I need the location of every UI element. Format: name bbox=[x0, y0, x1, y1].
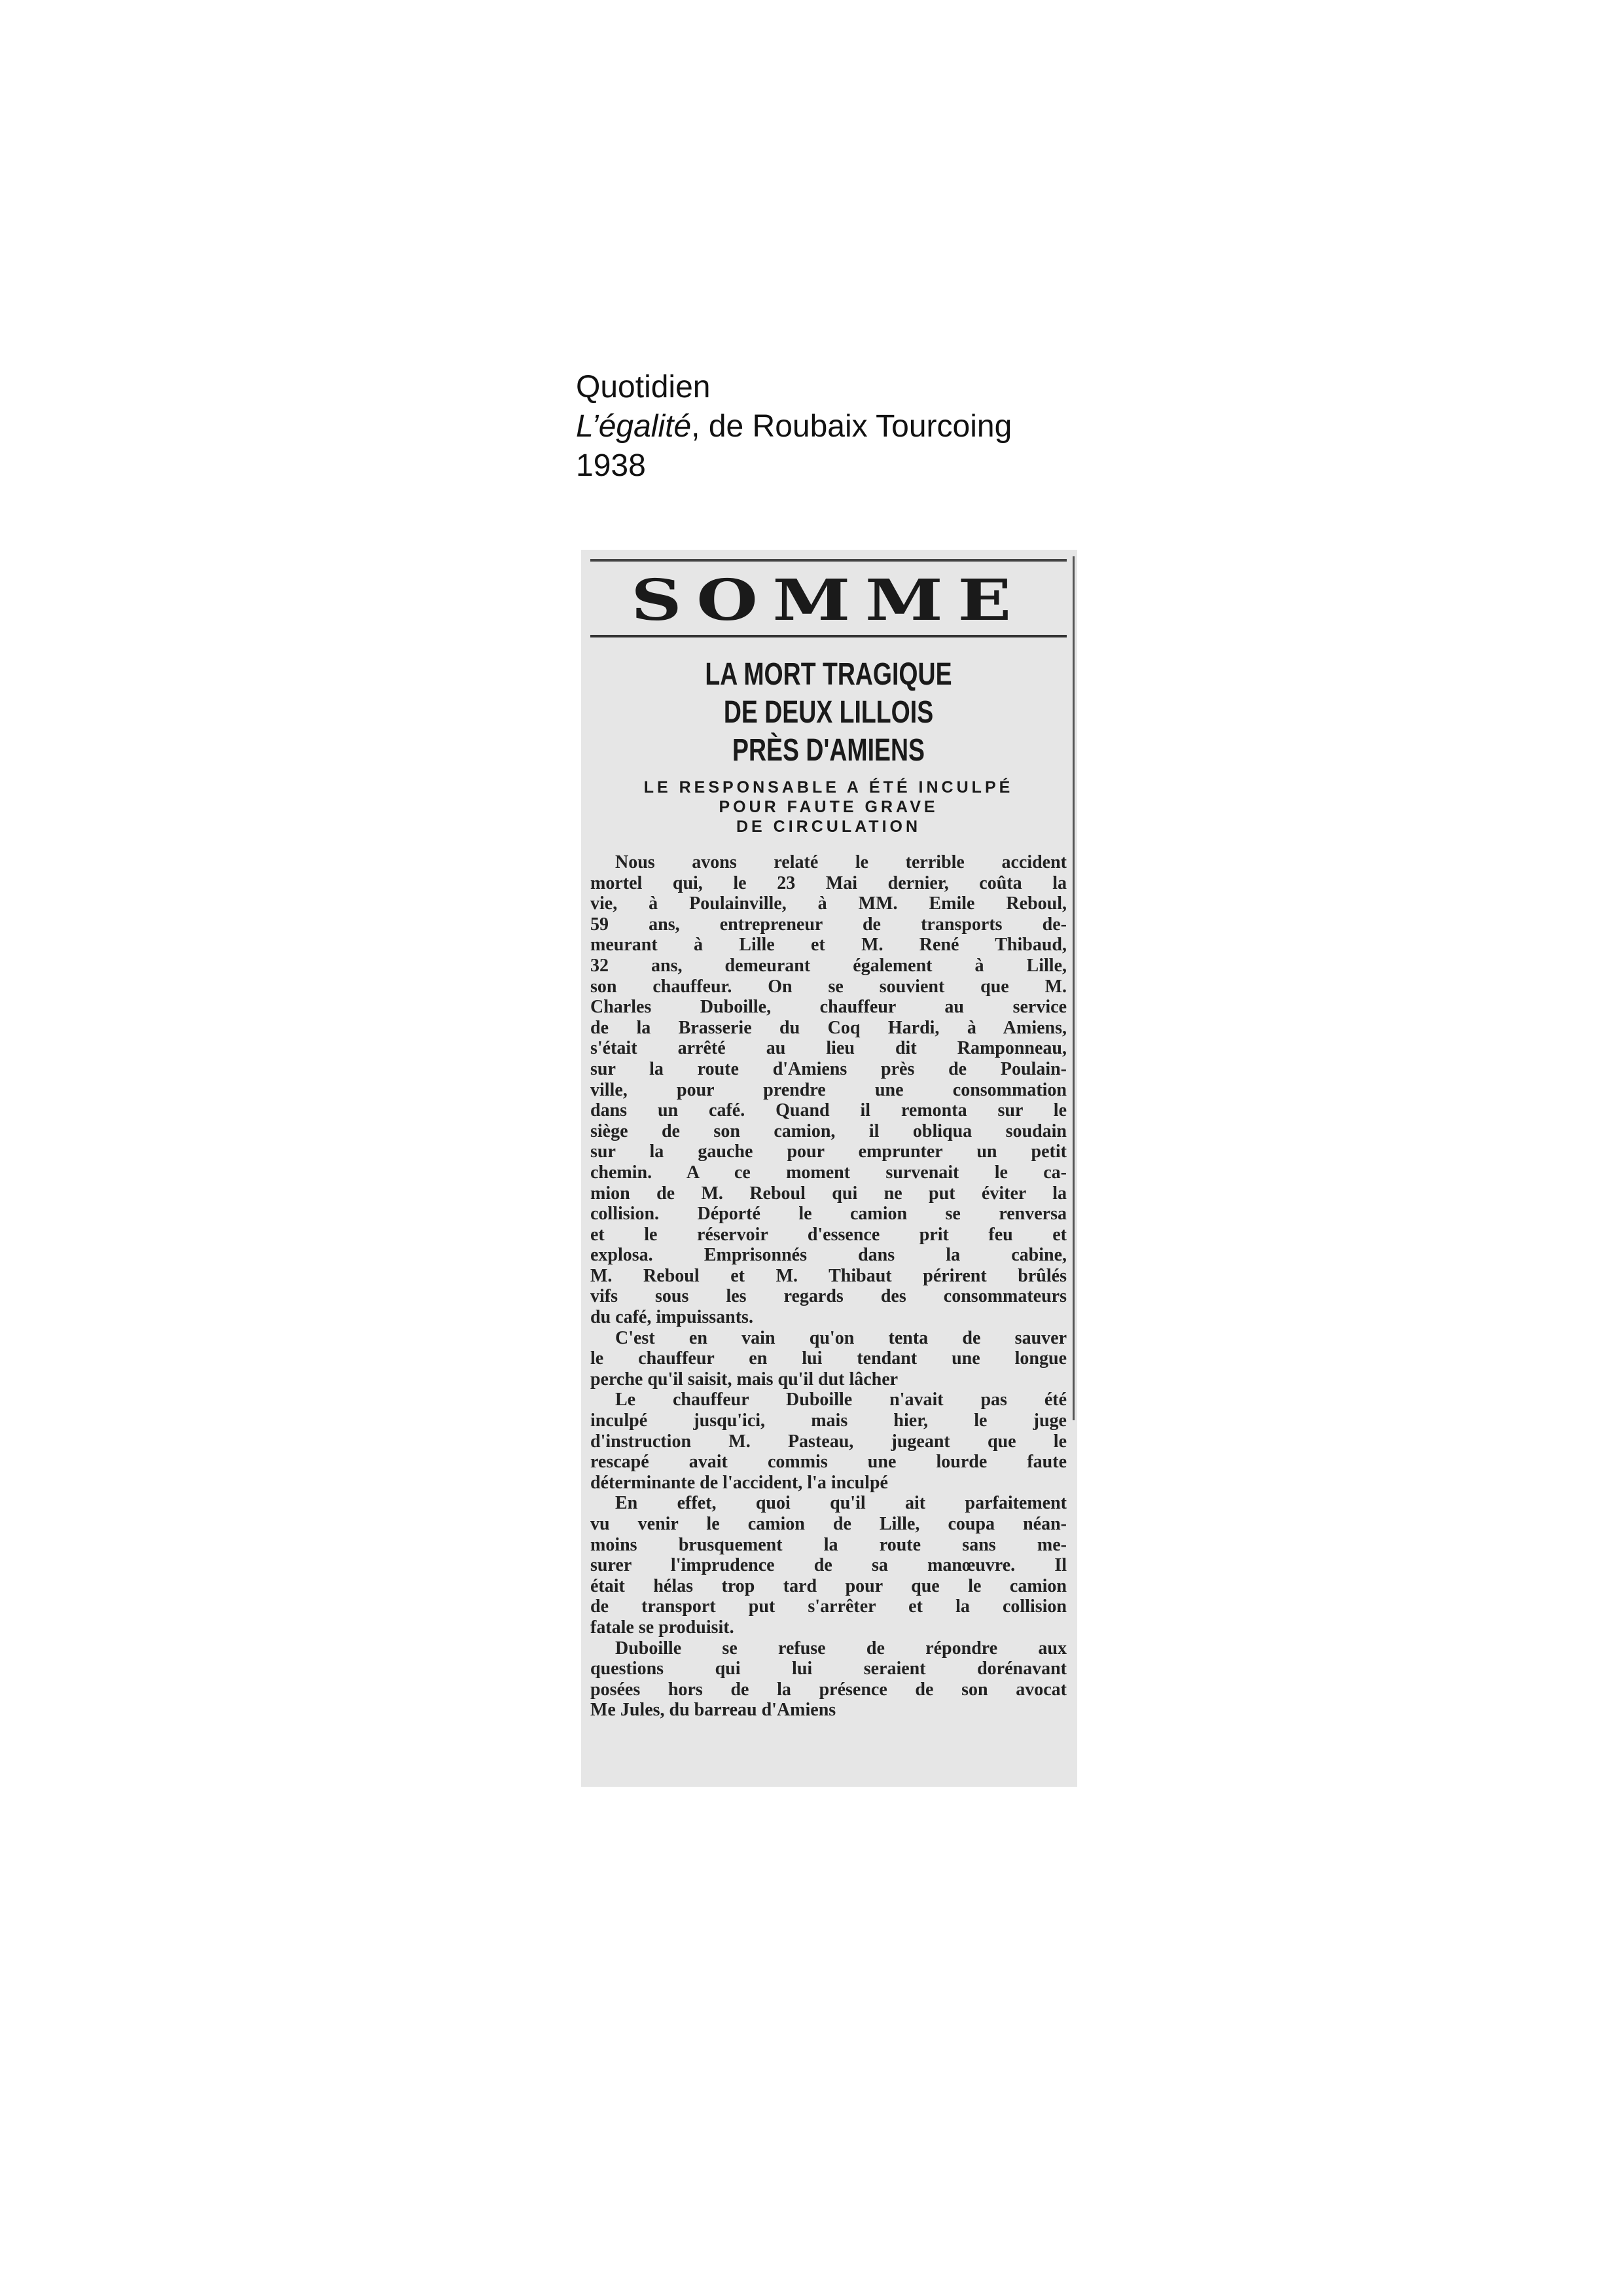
article-body-line: d'instruction M. Pasteau, jugeant que le bbox=[590, 1431, 1067, 1452]
article-body-line: sur la gauche pour emprunter un petit bbox=[590, 1141, 1067, 1162]
article-body-line: En effet, quoi qu'il ait parfaitement bbox=[615, 1493, 1067, 1514]
section-masthead: SOMME bbox=[631, 567, 1026, 634]
article-headline bbox=[643, 656, 1014, 770]
article-body-line: C'est en vain qu'on tenta de sauver bbox=[615, 1327, 1067, 1348]
column-rule bbox=[1073, 556, 1075, 1420]
article-body-line: fatale se produisit. bbox=[590, 1617, 734, 1638]
article-body-line: moins brusquement la route sans me- bbox=[590, 1534, 1067, 1555]
article-body-line: s'était arrêté au lieu dit Ramponneau, bbox=[590, 1038, 1067, 1059]
article-body-line: déterminante de l'accident, l'a inculpé bbox=[590, 1472, 888, 1493]
article-body-line: Le chauffeur Duboille n'avait pas été bbox=[615, 1390, 1067, 1410]
article-body-line: mion de M. Reboul qui ne put éviter la bbox=[590, 1183, 1067, 1204]
article-body-line: le chauffeur en lui tendant une longue bbox=[590, 1348, 1067, 1369]
headline-line: DE DEUX LILLOIS bbox=[723, 695, 934, 730]
caption-publication-type: Quotidien bbox=[576, 370, 711, 404]
subhead-line: LE RESPONSABLE A ÉTÉ INCULPÉ bbox=[643, 778, 1014, 797]
article-body-line: vie, à Poulainville, à MM. Emile Reboul, bbox=[590, 893, 1067, 914]
article-body bbox=[590, 852, 1067, 1721]
article-body-line: posées hors de la présence de son avocat bbox=[590, 1679, 1067, 1700]
caption-newspaper-place: , de Roubaix Tourcoing bbox=[691, 409, 1012, 444]
article-body-line: dans un café. Quand il remonta sur le bbox=[590, 1100, 1067, 1121]
headline-line: PRÈS D'AMIENS bbox=[732, 733, 925, 768]
article-body-line: collision. Déporté le camion se renversa bbox=[590, 1204, 1067, 1225]
article-body-line: Charles Duboille, chauffeur au service bbox=[590, 997, 1067, 1018]
article-body-line: et le réservoir d'essence prit feu et bbox=[590, 1224, 1067, 1245]
article-body-line: meurant à Lille et M. René Thibaud, bbox=[590, 935, 1067, 956]
subhead-line: DE CIRCULATION bbox=[736, 817, 921, 836]
article-body-line: 59 ans, entrepreneur de transports de- bbox=[590, 914, 1067, 935]
article-body-line: ville, pour prendre une consommation bbox=[590, 1079, 1067, 1100]
newspaper-clipping bbox=[581, 550, 1077, 1787]
masthead-rule bbox=[590, 635, 1067, 637]
subhead-line: POUR FAUTE GRAVE bbox=[719, 798, 938, 816]
article-body-line: sur la route d'Amiens près de Poulain- bbox=[590, 1058, 1067, 1079]
caption-newspaper bbox=[576, 407, 1012, 446]
article-body-line: Duboille se refuse de répondre aux bbox=[615, 1638, 1067, 1659]
article-body-line: mortel qui, le 23 Mai dernier, coûta la bbox=[590, 872, 1067, 893]
article-body-line: siège de son camion, il obliqua soudain bbox=[590, 1121, 1067, 1141]
article-body-line: chemin. A ce moment survenait le ca- bbox=[590, 1162, 1067, 1183]
article-body-line: Me Jules, du barreau d'Amiens bbox=[590, 1700, 836, 1721]
article-body-line: Nous avons relaté le terrible accident bbox=[615, 852, 1067, 872]
article-body-line: était hélas trop tard pour que le camion bbox=[590, 1575, 1067, 1596]
caption-newspaper-title: L’égalité bbox=[576, 409, 692, 444]
article-body-line: vu venir le camion de Lille, coupa néan- bbox=[590, 1514, 1067, 1534]
article-subheadline bbox=[590, 778, 1067, 836]
article-body-line: questions qui lui seraient dorénavant bbox=[590, 1659, 1067, 1679]
article-body-line: du café, impuissants. bbox=[590, 1307, 753, 1328]
article-body-line: de transport put s'arrêter et la collision bbox=[590, 1596, 1067, 1617]
article-body-line: inculpé jusqu'ici, mais hier, le juge bbox=[590, 1410, 1067, 1431]
article-body-line: de la Brasserie du Coq Hardi, à Amiens, bbox=[590, 1017, 1067, 1038]
article-body-line: rescapé avait commis une lourde faute bbox=[590, 1452, 1067, 1473]
article-body-line: M. Reboul et M. Thibaut périrent brûlés bbox=[590, 1265, 1067, 1286]
caption-year: 1938 bbox=[576, 448, 646, 483]
article-body-line: explosa. Emprisonnés dans la cabine, bbox=[590, 1245, 1067, 1266]
article-body-line: 32 ans, demeurant également à Lille, bbox=[590, 955, 1067, 976]
headline-line: LA MORT TRAGIQUE bbox=[705, 657, 952, 692]
article-body-line: son chauffeur. On se souvient que M. bbox=[590, 976, 1067, 997]
article-body-line: perche qu'il saisit, mais qu'il dut lâcher bbox=[590, 1369, 899, 1390]
top-rule bbox=[590, 559, 1067, 562]
document-caption bbox=[576, 368, 1012, 486]
article-body-line: vifs sous les regards des consommateurs bbox=[590, 1286, 1067, 1307]
article-body-line: surer l'imprudence de sa manœuvre. Il bbox=[590, 1555, 1067, 1576]
